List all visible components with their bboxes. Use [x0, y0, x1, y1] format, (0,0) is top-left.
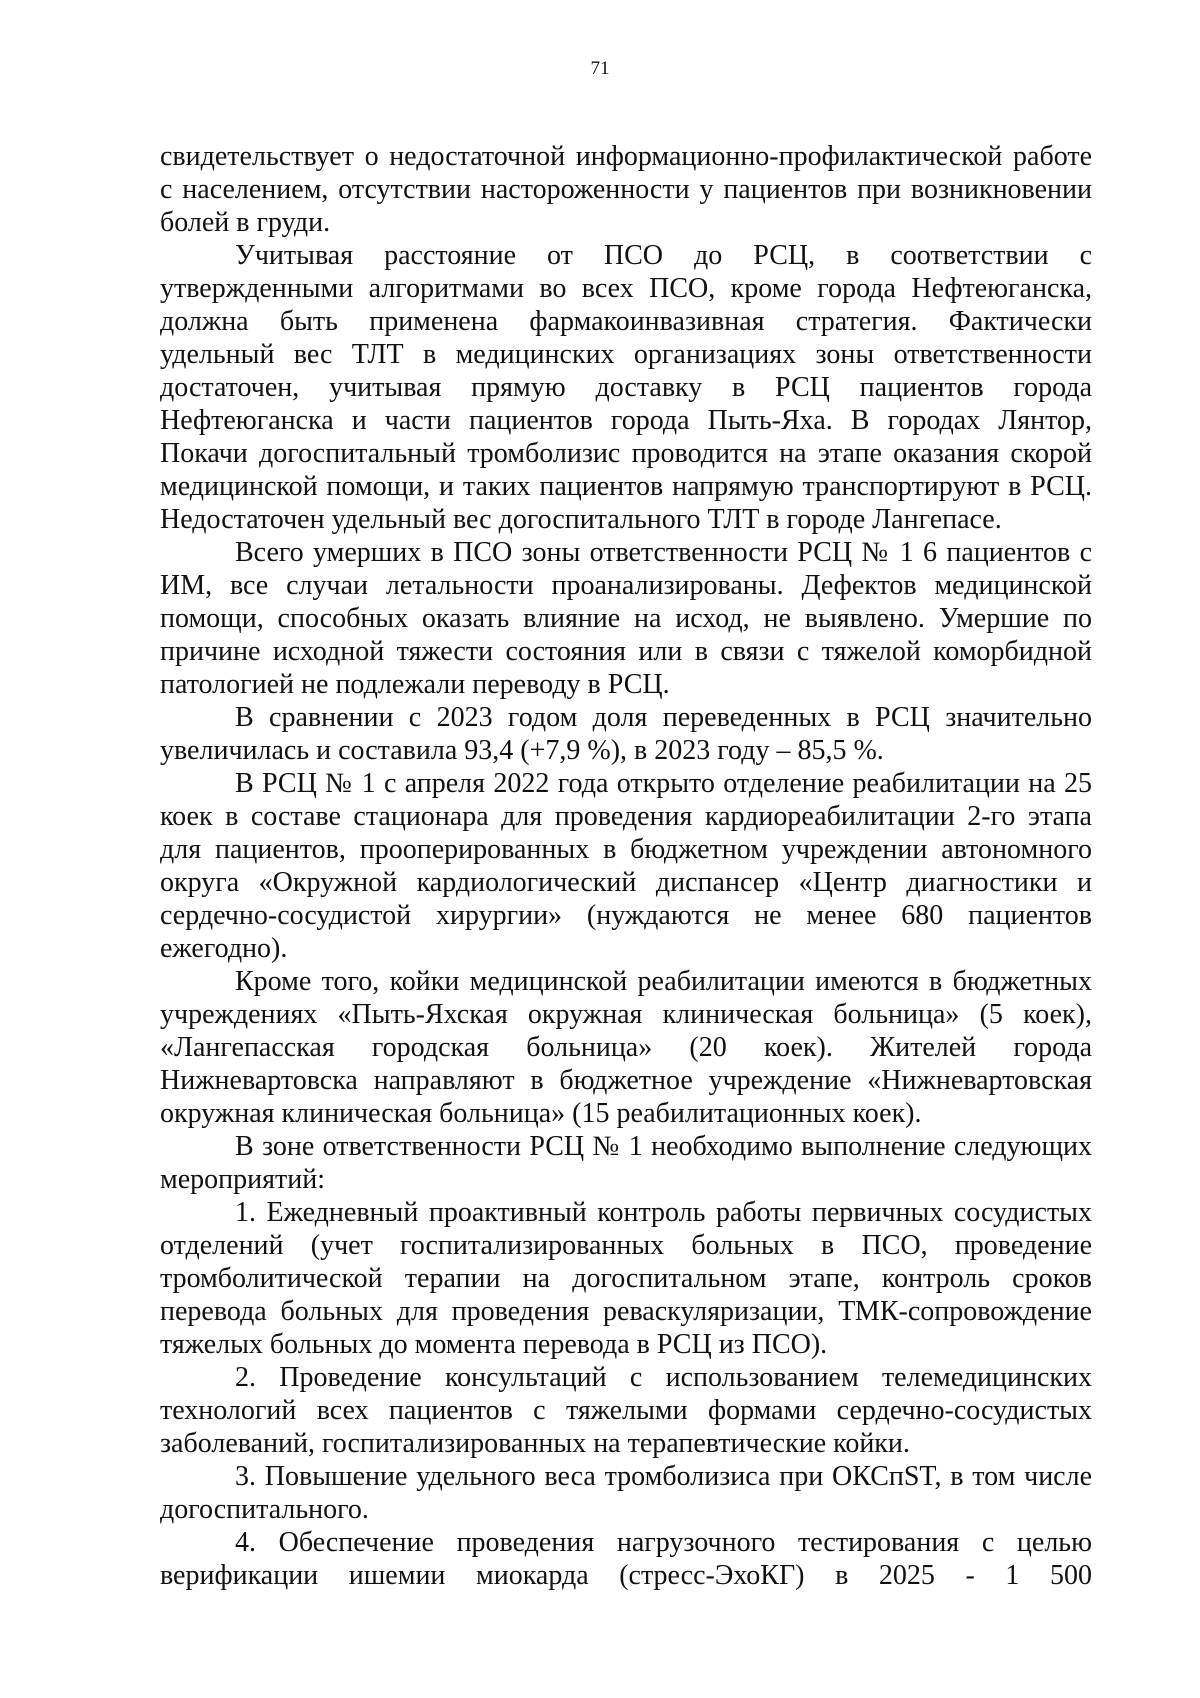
paragraph-mortality: Всего умерших в ПСО зоны ответственности РСЦ № 1 6 пациентов с ИМ, все случаи летальности проанализированы. Дефектов медицинской помощи, способных оказать влияние на исход, не выявлено. Умершие по причине исходной тяжести состояния или в связи с тяжелой коморбидной патологией не подлежали переводу в РСЦ.: [160, 537, 1092, 700]
paragraph-rehab-beds: Кроме того, койки медицинской реабилитации имеются в бюджетных учреждениях «Пыть-Яхская окружная клиническая больница» (5 коек), «Лангепасская городская больница» (20 коек). Жителей города Нижневартовска направляют в бюджетное учреждение «Нижневартовская окружная клиническая больница» (15 реабилитационных коек).: [160, 966, 1092, 1129]
paragraph-measures-intro: В зоне ответственности РСЦ № 1 необходимо выполнение следующих мероприятий:: [160, 1131, 1092, 1195]
paragraph-rehab-department: В РСЦ № 1 с апреля 2022 года открыто отделение реабилитации на 25 коек в составе стационара для проведения кардиореабилитации 2-го этапа для пациентов, прооперированных в бюджетном учреждении автономного округа «Окружной кардиологический диспансер «Центр диагностики и сердечно-сосудистой хирургии» (нуждаются не менее 680 пациентов ежегодно).: [160, 768, 1092, 964]
list-item-3: 3. Повышение удельного веса тромболизиса при ОКСпST, в том числе догоспитального.: [160, 1461, 1092, 1525]
paragraph-transfer-share: В сравнении с 2023 годом доля переведенных в РСЦ значительно увеличилась и составила 93,4 (+7,9 %), в 2023 году – 85,5 %.: [160, 702, 1092, 766]
page-number: 71: [590, 58, 610, 79]
paragraph-continuation: свидетельствует о недостаточной информационно-профилактической работе с населением, отсутствии настороженности у пациентов при возникновении болей в груди.: [160, 141, 1092, 238]
list-item-1: 1. Ежедневный проактивный контроль работы первичных сосудистых отделений (учет госпитализированных больных в ПСО, проведение тромболитической терапии на догоспитальном этапе, контроль сроков перевода больных для проведения реваскуляризации, ТМК-сопровождение тяжелых больных до момента перевода в РСЦ из ПСО).: [160, 1197, 1092, 1360]
list-item-2: 2. Проведение консультаций с использованием телемедицинских технологий всех пациентов с тяжелыми формами сердечно-сосудистых заболеваний, госпитализированных на терапевтические койки.: [160, 1362, 1092, 1459]
document-body: [160, 140, 1092, 1592]
list-item-4: 4. Обеспечение проведения нагрузочного тестирования с целью верификации ишемии миокарда (стресс-ЭхоКГ) в 2025 - 1 500: [160, 1527, 1092, 1591]
paragraph-strategy: Учитывая расстояние от ПСО до РСЦ, в соответствии с утвержденными алгоритмами во всех ПСО, кроме города Нефтеюганска, должна быть применена фармакоинвазивная стратегия. Фактически удельный вес ТЛТ в медицинских организациях зоны ответственности достаточен, учитывая прямую доставку в РСЦ пациентов города Нефтеюганска и части пациентов города Пыть-Яха. В городах Лянтор, Покачи догоспитальный тромболизис проводится на этапе оказания скорой медицинской помощи, и таких пациентов напрямую транспортируют в РСЦ. Недостаточен удельный вес догоспитального ТЛТ в городе Лангепасе.: [160, 240, 1092, 535]
